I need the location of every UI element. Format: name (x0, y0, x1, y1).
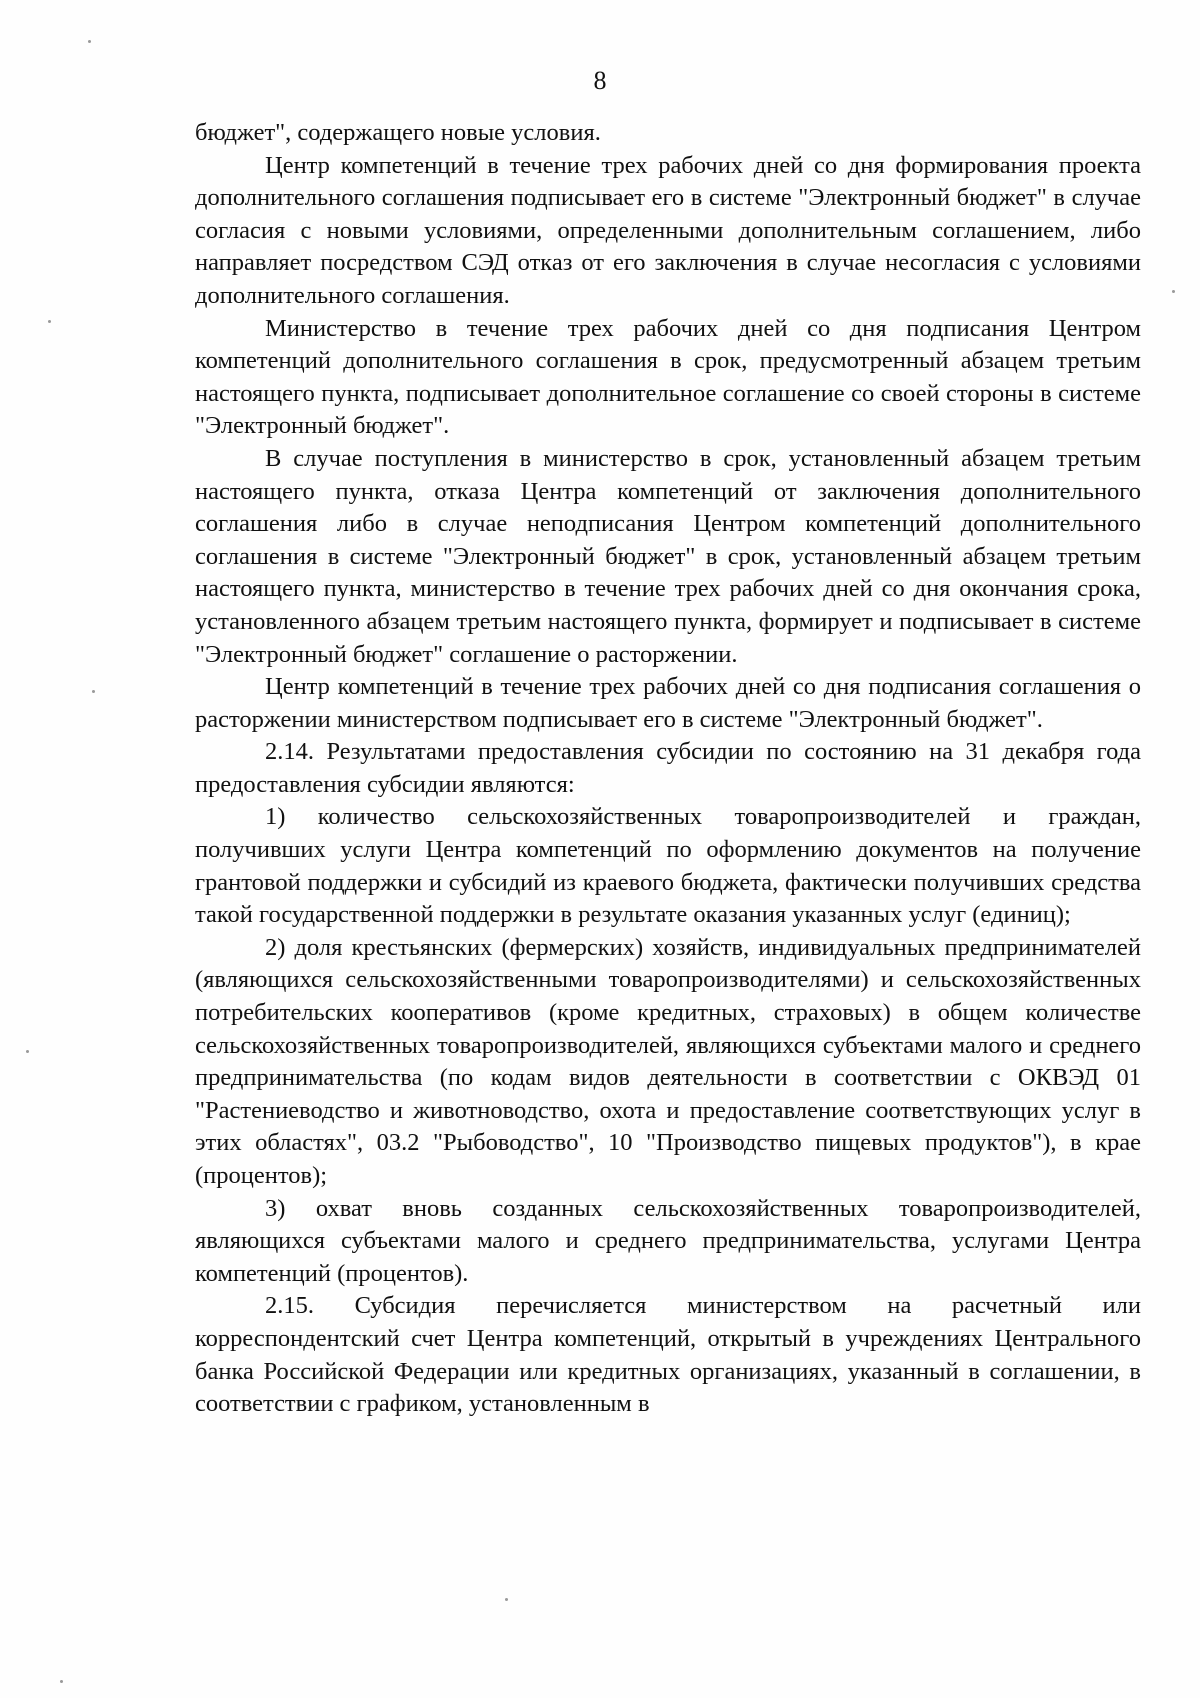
paragraph-termination-signing: Центр компетенций в течение трех рабочих дней со дня подписания соглашения о расторжении министерством подписывает его в системе "Электронный бюджет". (195, 673, 1141, 733)
paragraph-section-2-15: 2.15. Субсидия перечисляется министерством на расчетный или корреспондентский счет Центра компетенций, открытый в учреждениях Центрального банка Российской Федерации или кредитных организациях, указанный в соглашении, в соответствии с графиком, установленным в (195, 1292, 1141, 1418)
scan-speck (60, 1680, 63, 1683)
scan-speck (88, 40, 91, 43)
paragraph-section-2-14: 2.14. Результатами предоставления субсидии по состоянию на 31 декабря года предоставления субсидии являются: (195, 738, 1141, 798)
scan-speck (505, 1598, 508, 1601)
paragraph-signing-additional-agreement: Центр компетенций в течение трех рабочих дней со дня формирования проекта дополнительного соглашения подписывает его в системе "Электронный бюджет" в случае согласия с новыми условиями, определенными дополнительным соглашением, либо направляет посредством СЭД отказ от его заключения в случае несогласия с условиями дополнительного соглашения. (195, 151, 1141, 309)
scan-speck (92, 690, 95, 693)
paragraph-result-item-1: 1) количество сельскохозяйственных товаропроизводителей и граждан, получивших услуги Центра компетенций по оформлению документов на получение грантовой поддержки и субсидий из краевого бюджета, фактически получивших средства такой государственной поддержки в результате оказания указанных услуг (единиц); (195, 803, 1141, 929)
paragraph-result-item-2: 2) доля крестьянских (фермерских) хозяйств, индивидуальных предпринимателей (являющихся сельскохозяйственными товаропроизводителями) и сельскохозяйственных потребительских кооперативов (кроме кредитных, страховых) в общем количестве сельскохозяйственных товаропроизводителей, являющихся субъектами малого и среднего предпринимательства (по кодам видов деятельности в соответствии с ОКВЭД 01 "Растениеводство и животноводство, охота и предоставление соответствующих услуг в этих областях", 03.2 "Рыбоводство", 10 "Производство пищевых продуктов"), в крае (процентов); (195, 933, 1141, 1189)
scan-speck (48, 320, 51, 323)
paragraph-ministry-signing: Министерство в течение трех рабочих дней со дня подписания Центром компетенций дополнительного соглашения в срок, предусмотренный абзацем третьим настоящего пункта, подписывает дополнительное соглашение со своей стороны в системе "Электронный бюджет". (195, 314, 1141, 440)
paragraph-continuation: бюджет", содержащего новые условия. (195, 119, 601, 146)
scan-speck (26, 1050, 29, 1053)
scan-speck (1172, 290, 1175, 293)
paragraph-result-item-3: 3) охват вновь созданных сельскохозяйственных товаропроизводителей, являющихся субъектами малого и среднего предпринимательства, услугами Центра компетенций (процентов). (195, 1194, 1141, 1287)
page-number: 8 (593, 66, 607, 95)
document-body (195, 117, 1141, 1421)
paragraph-termination-case: В случае поступления в министерство в срок, установленный абзацем третьим настоящего пункта, отказа Центра компетенций от заключения дополнительного соглашения либо в случае неподписания Центром компетенций дополнительного соглашения в системе "Электронный бюджет" в срок, установленный абзацем третьим настоящего пункта, министерство в течение трех рабочих дней со дня окончания срока, установленного абзацем третьим настоящего пункта, формирует и подписывает в системе "Электронный бюджет" соглашение о расторжении. (195, 444, 1141, 668)
